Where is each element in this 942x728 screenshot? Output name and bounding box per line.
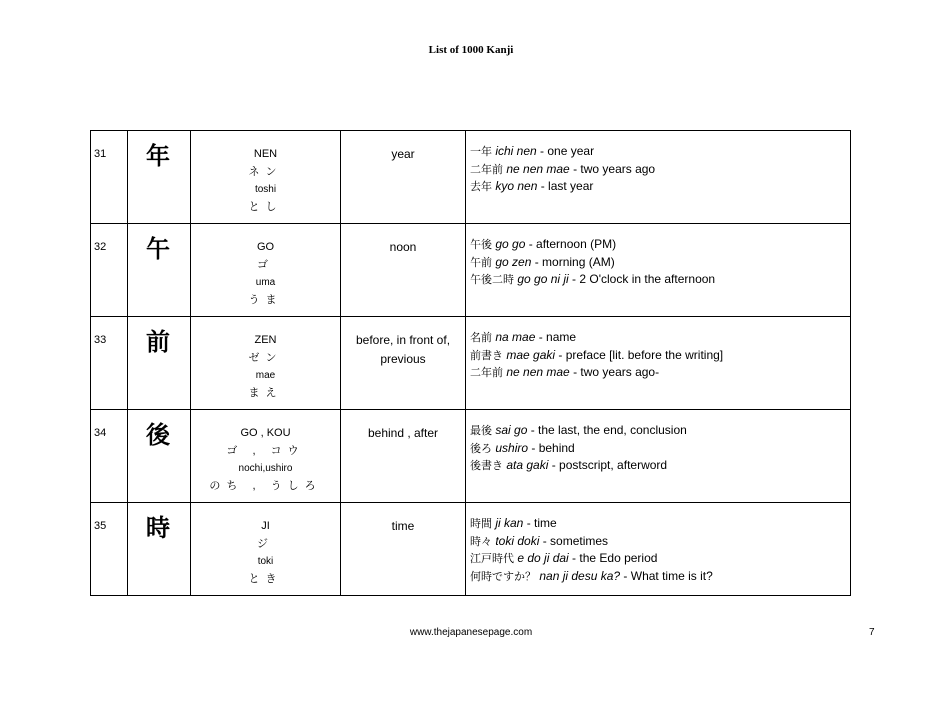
example-line [470, 364, 850, 382]
meaning-cell [341, 317, 466, 410]
example-kanji: 二年前 [470, 162, 503, 176]
on-reading-kana: ジ [257, 537, 274, 550]
examples-cell [466, 317, 851, 410]
meaning-cell [341, 410, 466, 503]
example-kanji: 午前 [470, 255, 492, 269]
on-reading: GO , KOU [240, 427, 291, 439]
example-line [470, 347, 850, 365]
example-romaji: nan ji desu ka? [539, 568, 621, 583]
example-romaji: ji kan [495, 516, 524, 530]
kun-reading-kana: とし [248, 200, 283, 213]
example-kanji: 最後 [470, 424, 492, 437]
page-number: 7 [869, 627, 875, 638]
example-english: - afternoon (PM) [525, 237, 617, 251]
example-english: - the last, the end, conclusion [527, 423, 687, 437]
table-row [91, 317, 851, 410]
example-line [470, 550, 850, 568]
example-english: - two years ago [569, 161, 656, 176]
footer-url[interactable]: www.thejapanesepage.com [409, 627, 533, 638]
kun-reading: uma [255, 277, 276, 288]
example-english: - postscript, afterword [548, 458, 668, 472]
examples-cell [466, 224, 851, 317]
meaning-line: year [391, 147, 415, 161]
example-line [470, 143, 850, 161]
kanji-character: 前 [128, 317, 191, 410]
example-kanji: 時間 [470, 517, 492, 530]
example-romaji: go go ni ji [517, 272, 569, 286]
example-kanji: 名前 [470, 331, 492, 344]
kun-reading: toshi [254, 184, 277, 195]
kun-reading-kana: うま [248, 293, 283, 306]
readings-cell [191, 131, 341, 224]
on-reading: GO [256, 241, 275, 253]
readings-cell [191, 317, 341, 410]
kanji-character: 午 [128, 224, 191, 317]
row-number: 34 [91, 410, 128, 503]
example-kanji: 時々 [470, 534, 492, 548]
example-line [470, 329, 850, 347]
kun-reading: mae [255, 370, 276, 381]
example-line [470, 178, 850, 196]
kun-reading-kana: とき [248, 572, 283, 585]
example-kanji: 後書き [470, 459, 503, 472]
row-number: 35 [91, 503, 128, 596]
example-line [470, 440, 850, 458]
table-row [91, 224, 851, 317]
example-english: - preface [lit. before the writing] [555, 347, 724, 362]
example-kanji: 何時ですか？ [470, 569, 536, 583]
example-line [470, 161, 850, 179]
example-english: - 2 O'clock in the afternoon [568, 272, 716, 286]
on-reading: NEN [253, 148, 278, 160]
on-reading-kana: ゴ , コウ [226, 444, 305, 457]
example-romaji: sai go [495, 423, 528, 437]
example-kanji: 二年前 [470, 366, 503, 379]
example-english: - last year [537, 179, 594, 193]
example-romaji: ne nen mae [506, 161, 570, 176]
on-reading: ZEN [254, 334, 277, 346]
example-kanji: 一年 [470, 145, 492, 158]
example-line [470, 533, 850, 551]
example-kanji: 午後二時 [470, 273, 514, 286]
example-romaji: mae gaki [506, 347, 556, 362]
example-line [470, 568, 850, 586]
example-line [470, 271, 850, 289]
kanji-table [90, 130, 851, 596]
readings-cell [191, 503, 341, 596]
on-reading-kana: ネン [248, 165, 283, 178]
example-romaji: kyo nen [495, 179, 538, 193]
on-reading-kana: ゴ [257, 258, 274, 271]
example-english: - sometimes [539, 533, 609, 548]
example-english: - name [535, 330, 577, 344]
row-number: 32 [91, 224, 128, 317]
examples-cell [466, 131, 851, 224]
row-number: 31 [91, 131, 128, 224]
example-english: - morning (AM) [531, 254, 615, 269]
example-english: - behind [528, 440, 575, 455]
meaning-line: previous [380, 352, 426, 366]
example-english: - time [523, 516, 557, 530]
meaning-cell [341, 503, 466, 596]
example-kanji: 去年 [470, 180, 492, 193]
example-kanji: 後ろ [470, 441, 492, 455]
example-kanji: 江戸時代 [470, 552, 514, 565]
readings-cell [191, 224, 341, 317]
example-kanji: 前書き [470, 348, 503, 362]
meaning-line: time [391, 519, 415, 533]
kanji-table-body [91, 131, 851, 596]
example-line [470, 236, 850, 254]
meaning-line: behind , after [367, 426, 439, 440]
kun-reading: toki [257, 556, 274, 567]
example-line [470, 515, 850, 533]
example-romaji: e do ji dai [517, 551, 569, 565]
on-reading: JI [261, 520, 270, 532]
example-line [470, 422, 850, 440]
example-romaji: ata gaki [506, 458, 549, 472]
example-english: - two years ago- [569, 365, 660, 379]
on-reading-kana: ゼン [248, 351, 283, 364]
table-row [91, 410, 851, 503]
example-romaji: go go [495, 237, 526, 251]
example-english: - What time is it? [620, 568, 713, 583]
example-romaji: toki doki [495, 533, 540, 548]
example-english: - one year [536, 144, 595, 158]
kanji-character: 時 [128, 503, 191, 596]
examples-cell [466, 503, 851, 596]
example-kanji: 午後 [470, 238, 492, 251]
example-romaji: na mae [495, 330, 536, 344]
readings-cell [191, 410, 341, 503]
example-romaji: ne nen mae [506, 365, 570, 379]
kanji-character: 後 [128, 410, 191, 503]
table-row [91, 131, 851, 224]
row-number: 33 [91, 317, 128, 410]
kun-reading: nochi,ushiro [238, 463, 293, 474]
example-romaji: ushiro [495, 440, 529, 455]
examples-cell [466, 410, 851, 503]
meaning-line: noon [389, 240, 417, 254]
page-title: List of 1000 Kanji [428, 44, 514, 56]
example-english: - the Edo period [568, 551, 658, 565]
meaning-cell [341, 131, 466, 224]
example-line [470, 254, 850, 272]
meaning-cell [341, 224, 466, 317]
example-romaji: go zen [495, 254, 532, 269]
table-row [91, 503, 851, 596]
kun-reading-kana: のち , うしろ [209, 479, 322, 492]
kanji-character: 年 [128, 131, 191, 224]
example-line [470, 457, 850, 475]
kun-reading-kana: まえ [248, 386, 283, 399]
meaning-line: before, in front of, [355, 333, 451, 347]
example-romaji: ichi nen [495, 144, 537, 158]
